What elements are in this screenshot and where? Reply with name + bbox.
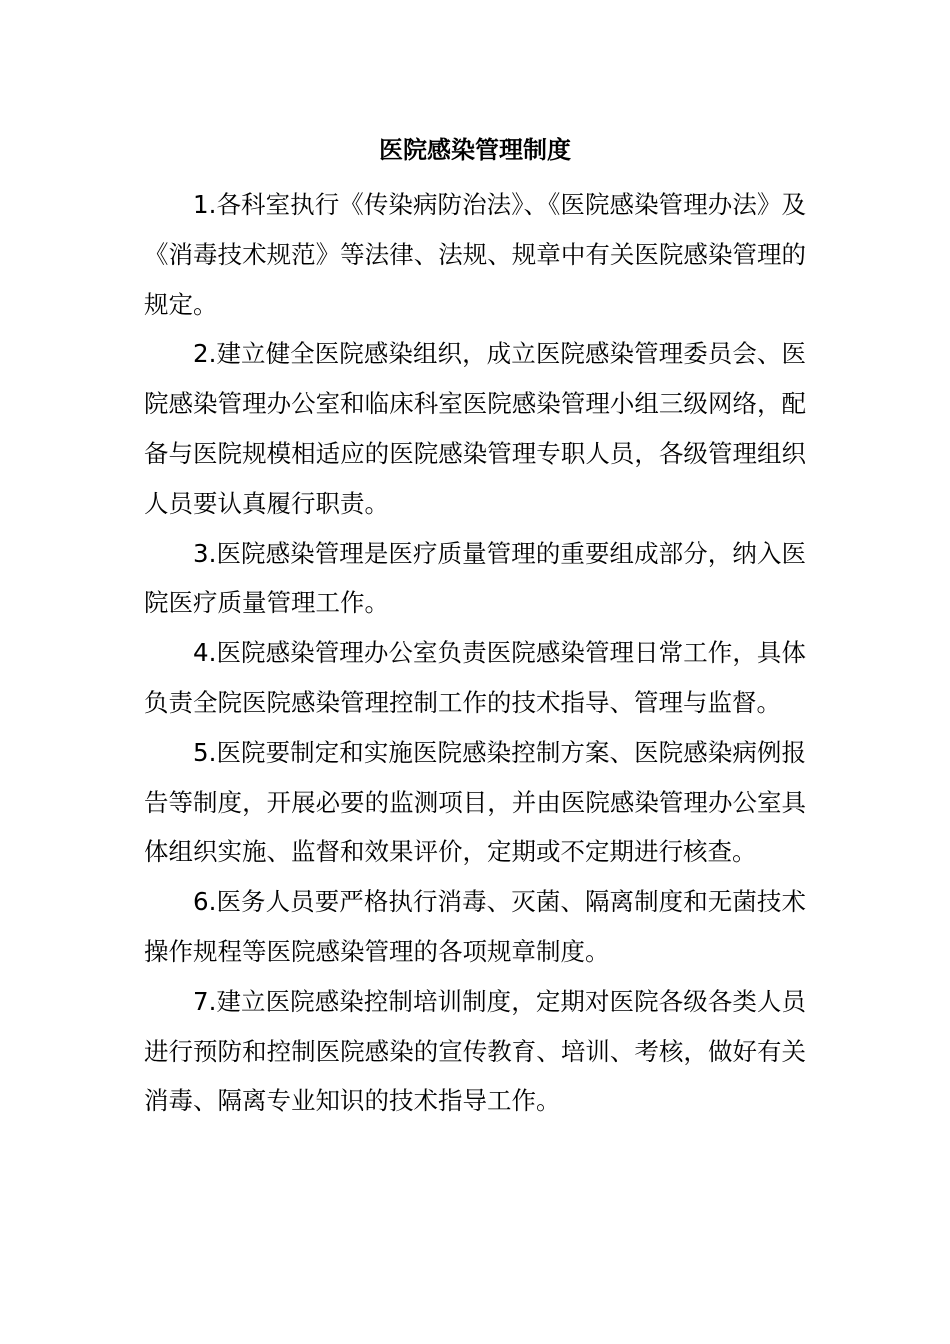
paragraph-4: 4.医院感染管理办公室负责医院感染管理日常工作，具体负责全院医院感染管理控制工作的技术指导、管理与监督。 xyxy=(144,638,806,717)
paragraph-1: 1.各科室执行《传染病防治法》、《医院感染管理办法》及《消毒技术规范》等法律、法规、规章中有关医院感染管理的规定。 xyxy=(144,190,806,319)
paragraph-2: 2.建立健全医院感染组织，成立医院感染管理委员会、医院感染管理办公室和临床科室医院感染管理小组三级网络，配备与医院规模相适应的医院感染管理专职人员，各级管理组织人员要认真履行职责。 xyxy=(144,339,806,518)
paragraph-3: 3.医院感染管理是医疗质量管理的重要组成部分，纳入医院医疗质量管理工作。 xyxy=(144,538,806,618)
paragraph-6: 6.医务人员要严格执行消毒、灭菌、隔离制度和无菌技术操作规程等医院感染管理的各项规章制度。 xyxy=(144,887,806,966)
document-title: 医院感染管理制度 xyxy=(379,136,571,164)
document-body xyxy=(144,180,806,1126)
paragraph-5: 5.医院要制定和实施医院感染控制方案、医院感染病例报告等制度，开展必要的监测项目，并由医院感染管理办公室具体组织实施、监督和效果评价，定期或不定期进行核查。 xyxy=(144,737,806,867)
paragraph-7: 7.建立医院感染控制培训制度，定期对医院各级各类人员进行预防和控制医院感染的宣传教育、培训、考核，做好有关消毒、隔离专业知识的技术指导工作。 xyxy=(144,986,806,1116)
